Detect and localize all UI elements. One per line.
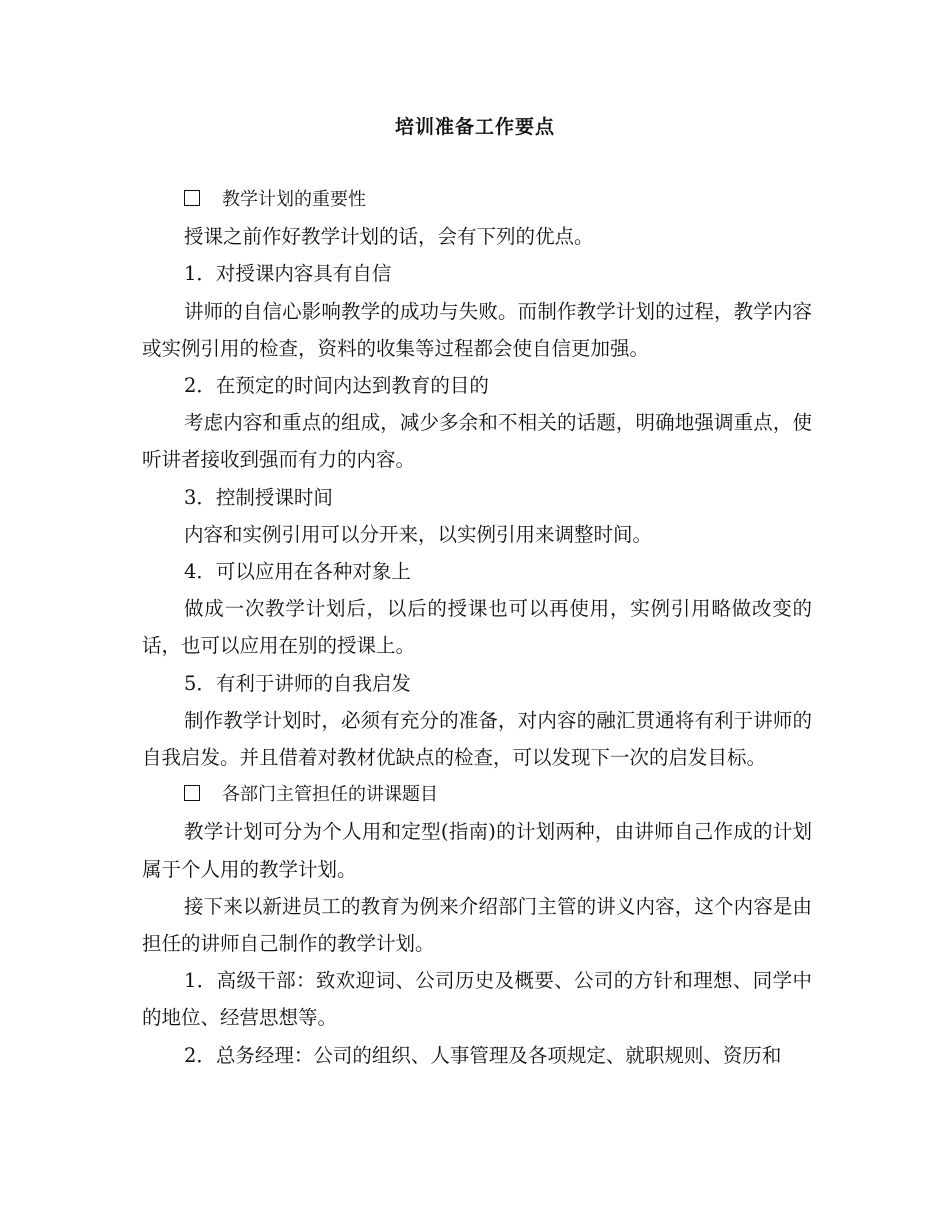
paragraph: 讲师的自信心影响教学的成功与失败。而制作教学计划的过程，教学内容或实例引用的检查，资料的收集等过程都会使自信更加强。 — [142, 299, 812, 360]
section-heading-text: 教学计划的重要性 — [222, 189, 366, 210]
paragraph: 接下来以新进员工的教育为例来介绍部门主管的讲义内容，这个内容是由担任的讲师自己制作的教学计划。 — [142, 894, 812, 956]
document-body — [142, 181, 812, 1074]
checkbox-square-icon — [184, 190, 200, 206]
paragraph: 5．有利于讲师的自我启发 — [184, 671, 411, 695]
paragraph: 做成一次教学计划后，以后的授课也可以再使用，实例引用略做改变的话，也可以应用在别的授课上。 — [142, 597, 812, 658]
paragraph: 1．对授课内容具有自信 — [184, 262, 392, 286]
paragraph: 教学计划可分为个人用和定型(指南)的计划两种，由讲师自己作成的计划属于个人用的教学计划。 — [142, 820, 812, 881]
paragraph: 2．总务经理：公司的组织、人事管理及各项规定、就职规则、资历和 — [184, 1043, 782, 1067]
section-heading — [142, 181, 812, 218]
paragraph: 2．在预定的时间内达到教育的目的 — [184, 374, 489, 398]
checkbox-square-icon — [184, 785, 200, 801]
paragraph: 3．控制授课时间 — [184, 485, 333, 509]
section-heading-text: 各部门主管担任的讲课题目 — [222, 784, 438, 806]
section-heading — [142, 776, 812, 813]
paragraph: 内容和实例引用可以分开来，以实例引用来调整时间。 — [184, 522, 653, 546]
paragraph: 1．高级干部：致欢迎词、公司历史及概要、公司的方针和理想、同学中的地位、经营思想等。 — [142, 969, 812, 1030]
paragraph: 4．可以应用在各种对象上 — [184, 560, 411, 584]
paragraph: 授课之前作好教学计划的话，会有下列的优点。 — [184, 225, 594, 249]
document-title: 培训准备工作要点 — [394, 116, 555, 138]
paragraph: 制作教学计划时，必须有充分的准备，对内容的融汇贯通将有利于讲师的自我启发。并且借着对教材优缺点的检查，可以发现下一次的启发目标。 — [142, 708, 812, 770]
paragraph: 考虑内容和重点的组成，减少多余和不相关的话题，明确地强调重点，使听讲者接收到强而有力的内容。 — [142, 411, 812, 472]
